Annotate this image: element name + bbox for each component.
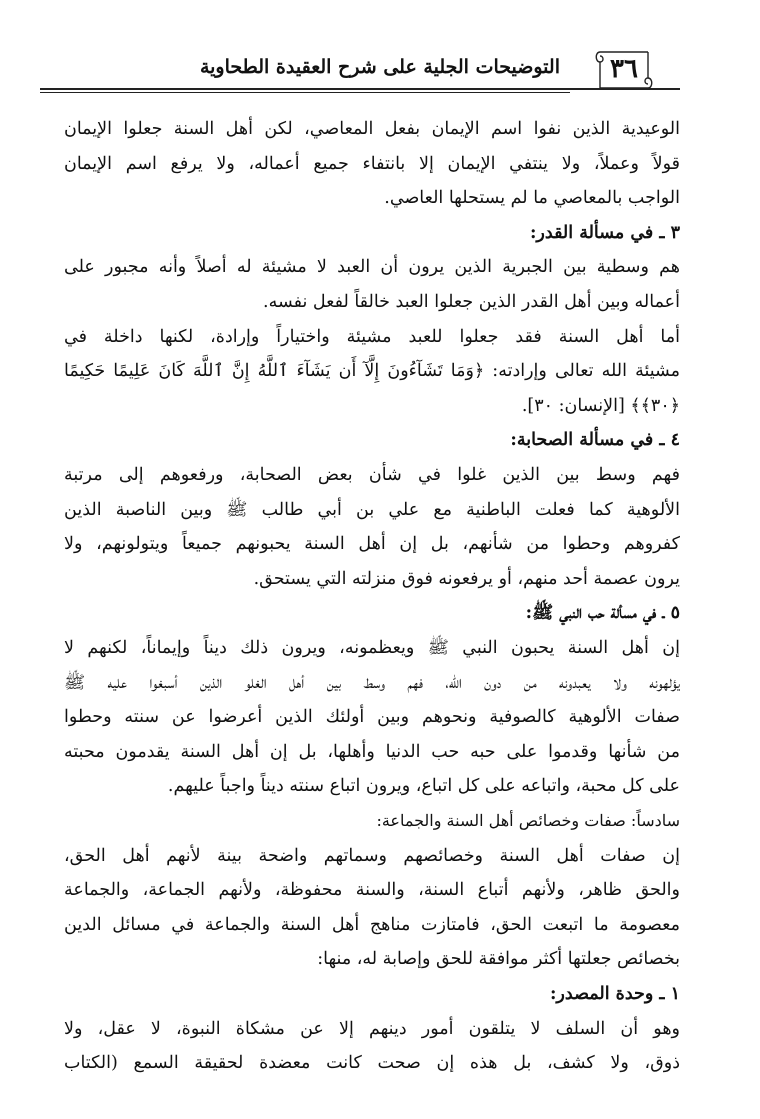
page-number-frame bbox=[594, 48, 654, 92]
text-line: قولاً وعملاً، ولا ينتفي الإيمان إلا بانتفاء جميع أعماله، ولا يرفع اسم الإيمان bbox=[64, 153, 680, 174]
body-text bbox=[64, 112, 680, 1102]
text-line: على كل محبة، واتباعه على كل اتباع، ويرون اتباع سنته ديناً واجباً عليهم. bbox=[167, 776, 680, 797]
text-line: والحق ظاهر، ولأنهم أتباع السنة، والسنة محفوظة، ولأنهم الجماعة، والجماعة bbox=[64, 880, 680, 901]
text-line: أما أهل السنة فقد جعلوا للعبد مشيئة واختياراً وإرادة، لكنها داخلة في bbox=[64, 326, 680, 347]
text-line: الألوهية كما فعلت الباطنية مع علي بن أبي طالب ﷺ وبين الناصبة الذين bbox=[64, 499, 680, 520]
running-header bbox=[40, 44, 680, 94]
text-line: بخصائص جعلتها أكثر موافقة للحق وإصابة له، منها: bbox=[317, 949, 680, 970]
text-line: الواجب بالمعاصي ما لم يستحلها العاصي. bbox=[384, 188, 680, 209]
section-heading: ٣ ـ في مسألة القدر: bbox=[529, 222, 680, 243]
text-line: إن صفات أهل السنة وخصائصهم وسماتهم واضحة بينة لأنهم أهل الحق، bbox=[64, 845, 680, 866]
section-heading: ٤ ـ في مسألة الصحابة: bbox=[510, 430, 680, 451]
page-number: ٣٦ bbox=[610, 54, 638, 84]
text-line: يؤلهونه ولا يعبدونه من دون الله، فهم وسط بين أهل الغلو الذين أسبغوا عليه ﷺ bbox=[64, 672, 680, 693]
text-line: من شأنها وقدموا على حبه حب الدنيا وأهلها، بل إن أهل السنة يقدمون محبته bbox=[64, 741, 680, 762]
text-line: هم وسطية بين الجبرية الذين يرون أن العبد لا مشيئة له أصلاً وأنه مجبور على bbox=[64, 257, 680, 278]
text-line: معصومة ما اتبعت الحق، فامتازت مناهج أهل السنة والجماعة في مسائل الدين bbox=[64, 914, 680, 935]
header-title: التوضيحات الجلية على شرح العقيدة الطحاوية bbox=[199, 56, 560, 78]
section-heading: ١ ـ وحدة المصدر: bbox=[549, 984, 680, 1004]
text-line: وهو أن السلف لا يتلقون أمور دينهم إلا عن مشكاة النبوة، لا عقل، ولا bbox=[64, 1018, 680, 1039]
section-heading: ٥ ـ في مسألة حب النبي ﷺ: bbox=[525, 603, 680, 624]
header-rule-thin bbox=[40, 92, 570, 93]
section-heading: سادساً: صفات وخصائص أهل السنة والجماعة: bbox=[376, 811, 680, 830]
text-line: يرون عصمة أحد منهم، أو يرفعونه فوق منزلته التي يستحق. bbox=[253, 568, 680, 589]
text-line: الوعيدية الذين نفوا اسم الإيمان بفعل المعاصي، لكن أهل السنة جعلوا الإيمان bbox=[64, 119, 680, 139]
header-rule bbox=[40, 88, 680, 90]
text-line: أعماله وبين أهل القدر الذين جعلوا العبد خالقاً لفعل نفسه. bbox=[263, 292, 680, 312]
text-line: ذوق، ولا كشف، بل هذه إن صحت كانت معضدة لحقيقة السمع (الكتاب bbox=[64, 1053, 680, 1074]
text-line: مشيئة الله تعالى وإرادته: ﴿وَمَا تَشَآءُونَ إِلَّآ أَن يَشَآءَ ٱللَّهُ إِنَّ ٱللَّهَ كَانَ عَلِيمًا حَكِيمًا bbox=[64, 361, 680, 382]
text-line: صفات الألوهية كالصوفية ونحوهم وبين أولئك الذين أعرضوا عن سنته وحطوا bbox=[64, 707, 680, 728]
text-line: كفروهم وحطوا من شأنهم، بل إن أهل السنة يحبونهم جميعاً ويتولونهم، ولا bbox=[64, 534, 680, 555]
text-line: ﴿٣٠﴾﴾ [الإنسان: ٣٠]. bbox=[521, 395, 680, 416]
text-line: فهم وسط بين الذين غلوا في شأن بعض الصحابة، ورفعوهم إلى مرتبة bbox=[64, 465, 680, 485]
text-line: إن أهل السنة يحبون النبي ﷺ ويعظمونه، ويرون ذلك ديناً وإيماناً، لكنهم لا bbox=[64, 638, 680, 658]
